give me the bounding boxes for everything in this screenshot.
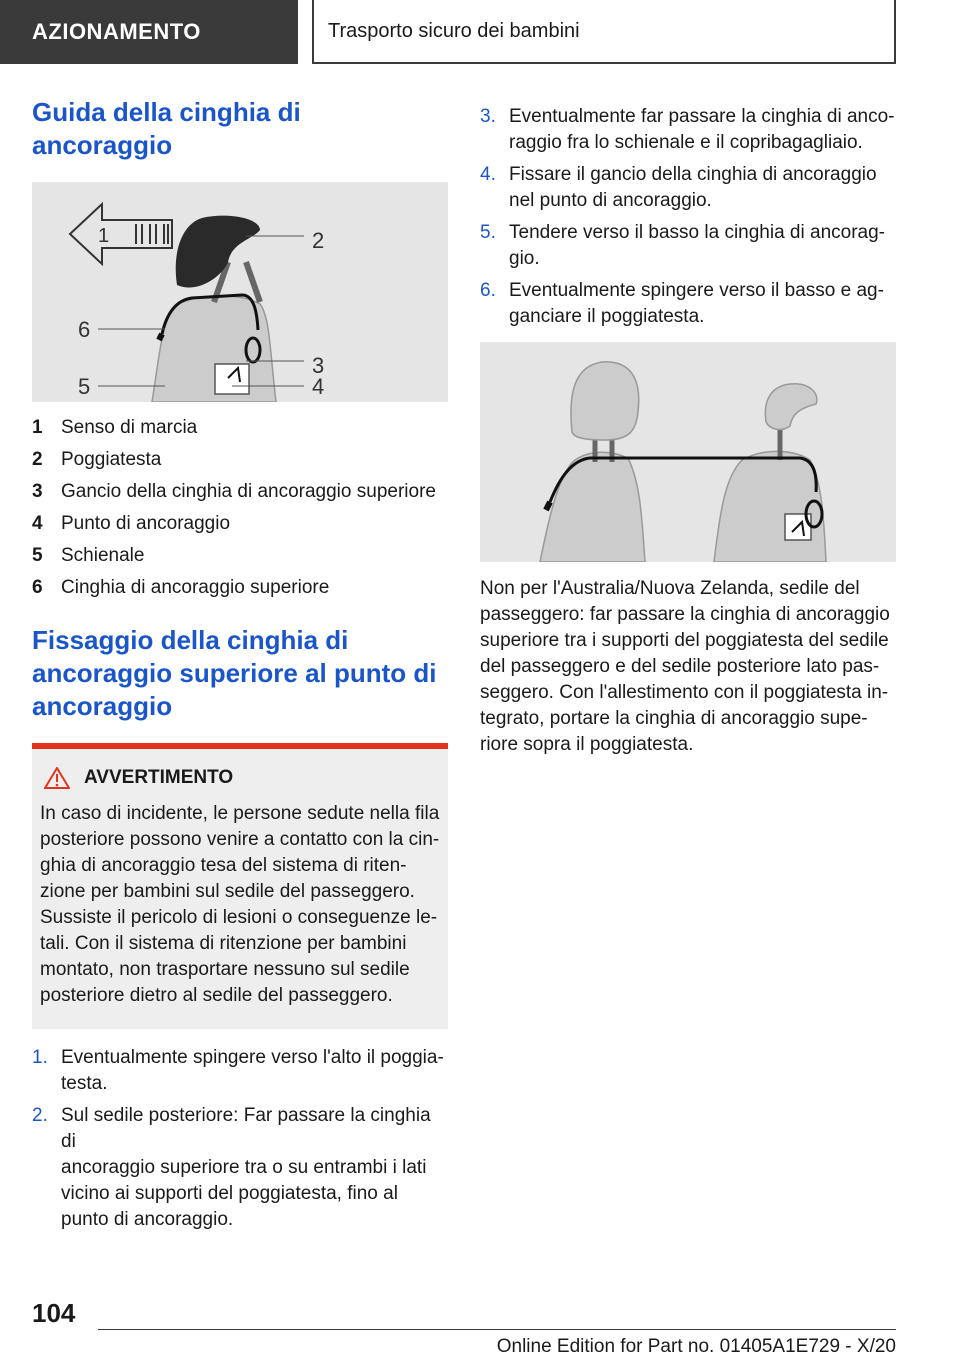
- warning-line: posteriore dietro al sedile del passeggero.: [40, 985, 393, 1006]
- step-line: ancoraggio superiore tra o su entrambi i lati: [61, 1157, 427, 1178]
- step-text: [509, 220, 885, 272]
- step-text: [509, 104, 895, 156]
- step-number: 6.: [480, 280, 496, 301]
- legend-item: [32, 444, 448, 476]
- driving-direction-arrow-icon: [70, 204, 172, 264]
- step-text: [509, 278, 884, 330]
- step-line: Tendere verso il basso la cinghia di ancorag-: [509, 222, 885, 243]
- step-text: [61, 1103, 448, 1233]
- warning-line: tali. Con il sistema di ritenzione per bambini: [40, 933, 407, 954]
- legend-number: 5: [32, 545, 43, 566]
- warning-line: In caso di incidente, le persone sedute nella fila: [40, 803, 440, 824]
- rear-headrest-shape: [765, 384, 817, 430]
- figure1-label-6: 6: [78, 317, 91, 342]
- warning-title: AVVERTIMENTO: [84, 767, 234, 788]
- step-line: testa.: [61, 1073, 108, 1094]
- heading-line: ancoraggio: [32, 691, 173, 721]
- legend-item: [32, 476, 448, 508]
- figure1-label-5: 5: [78, 374, 91, 399]
- left-column: [32, 96, 448, 1239]
- passenger-seat-paragraph: [480, 576, 896, 758]
- figure1-label-1: 1: [98, 225, 110, 247]
- page-number: 104: [32, 1298, 76, 1328]
- right-column: [480, 96, 896, 758]
- warning-triangle-icon: [44, 767, 70, 789]
- step-item: [480, 220, 896, 272]
- legend-number: 2: [32, 449, 43, 470]
- step-item: [480, 278, 896, 330]
- section-heading-fastening: [32, 624, 448, 723]
- section-tab: [0, 0, 298, 64]
- figure1-label-2: 2: [312, 228, 325, 253]
- step-line: gio.: [509, 248, 540, 269]
- steps-list-left: [32, 1045, 448, 1233]
- step-item: [480, 162, 896, 214]
- paragraph-line: tegrato, portare la cinghia di ancoraggio supe-: [480, 708, 868, 729]
- legend-text: Senso di marcia: [61, 417, 198, 438]
- warning-line: Sussiste il pericolo di lesioni o conseguenze le-: [40, 907, 438, 928]
- warning-line: montato, non trasportare nessuno sul sedile: [40, 959, 410, 980]
- tether-routing-figure: [32, 182, 448, 402]
- chapter-header: [312, 0, 896, 64]
- legend-item: [32, 412, 448, 444]
- legend-item: [32, 540, 448, 572]
- legend-text: Schienale: [61, 545, 145, 566]
- chapter-title: Trasporto sicuro dei bambini: [328, 19, 580, 42]
- legend-number: 4: [32, 513, 43, 534]
- figure-legend: [32, 412, 448, 604]
- passenger-headrest-shape: [571, 362, 639, 440]
- headrest-shape: [176, 216, 260, 288]
- warning-box: [32, 743, 448, 1029]
- footer-divider: [98, 1329, 896, 1330]
- warning-header: [44, 767, 440, 789]
- paragraph-line: passeggero: far passare la cinghia di ancoraggio: [480, 604, 890, 625]
- edition-text: Online Edition for Part no. 01405A1E729 - X/20: [496, 1336, 896, 1357]
- paragraph-line: superiore tra i supporti del poggiatesta del sedile: [480, 630, 889, 651]
- warning-line: ghia di ancoraggio tesa del sistema di riten-: [40, 855, 407, 876]
- legend-text: Cinghia di ancoraggio superiore: [61, 577, 330, 598]
- figure1-label-4: 4: [312, 374, 325, 399]
- legend-number: 1: [32, 417, 43, 438]
- step-line: Eventualmente spingere verso l'alto il poggia-: [61, 1047, 444, 1068]
- legend-item: [32, 508, 448, 540]
- step-line: Eventualmente far passare la cinghia di anco-: [509, 106, 895, 127]
- step-item: [480, 104, 896, 156]
- rear-seat-backrest-shape: [714, 451, 826, 562]
- step-line: ganciare il poggiatesta.: [509, 306, 705, 327]
- figure1-label-3: 3: [312, 353, 325, 378]
- step-item: [32, 1103, 448, 1233]
- heading-line: ancoraggio superiore al punto di: [32, 658, 437, 688]
- headrest-routing-figure: [480, 342, 896, 562]
- legend-text: Poggiatesta: [61, 449, 162, 470]
- step-line: raggio fra lo schienale e il copribagagliaio.: [509, 132, 863, 153]
- legend-text: Punto di ancoraggio: [61, 513, 231, 534]
- warning-line: zione per bambini sul sedile del passeggero.: [40, 881, 415, 902]
- legend-text: Gancio della cinghia di ancoraggio superiore: [61, 481, 436, 502]
- passenger-seat-backrest-shape: [540, 452, 645, 562]
- steps-list-right: [480, 104, 896, 330]
- paragraph-line: riore sopra il poggiatesta.: [480, 734, 694, 755]
- step-line: Sul sedile posteriore: Far passare la cinghia di: [61, 1105, 431, 1152]
- heading-line: Fissaggio della cinghia di: [32, 625, 349, 655]
- paragraph-line: Non per l'Australia/Nuova Zelanda, sedile del: [480, 578, 860, 599]
- step-number: 1.: [32, 1047, 48, 1068]
- step-line: nel punto di ancoraggio.: [509, 190, 712, 211]
- legend-number: 3: [32, 481, 43, 502]
- paragraph-line: seggero. Con l'allestimento con il poggiatesta in-: [480, 682, 889, 703]
- paragraph-line: del passeggero e del sedile posteriore lato pas-: [480, 656, 880, 677]
- section-title: AZIONAMENTO: [32, 19, 201, 44]
- legend-number: 6: [32, 577, 43, 598]
- step-line: vicino ai supporti del poggiatesta, fino al: [61, 1183, 398, 1204]
- warning-text: [40, 801, 440, 1009]
- step-number: 5.: [480, 222, 496, 243]
- step-number: 3.: [480, 106, 496, 127]
- step-item: [32, 1045, 448, 1097]
- step-number: 2.: [32, 1105, 48, 1126]
- step-line: Fissare il gancio della cinghia di ancoraggio: [509, 164, 877, 185]
- legend-item: [32, 572, 448, 604]
- step-line: Eventualmente spingere verso il basso e ag-: [509, 280, 884, 301]
- step-text: [61, 1045, 444, 1097]
- step-number: 4.: [480, 164, 496, 185]
- step-text: [509, 162, 877, 214]
- section-heading-guide: Guida della cinghia di ancoraggio: [32, 97, 301, 160]
- step-line: punto di ancoraggio.: [61, 1209, 234, 1230]
- warning-line: posteriore possono venire a contatto con la cin-: [40, 829, 440, 850]
